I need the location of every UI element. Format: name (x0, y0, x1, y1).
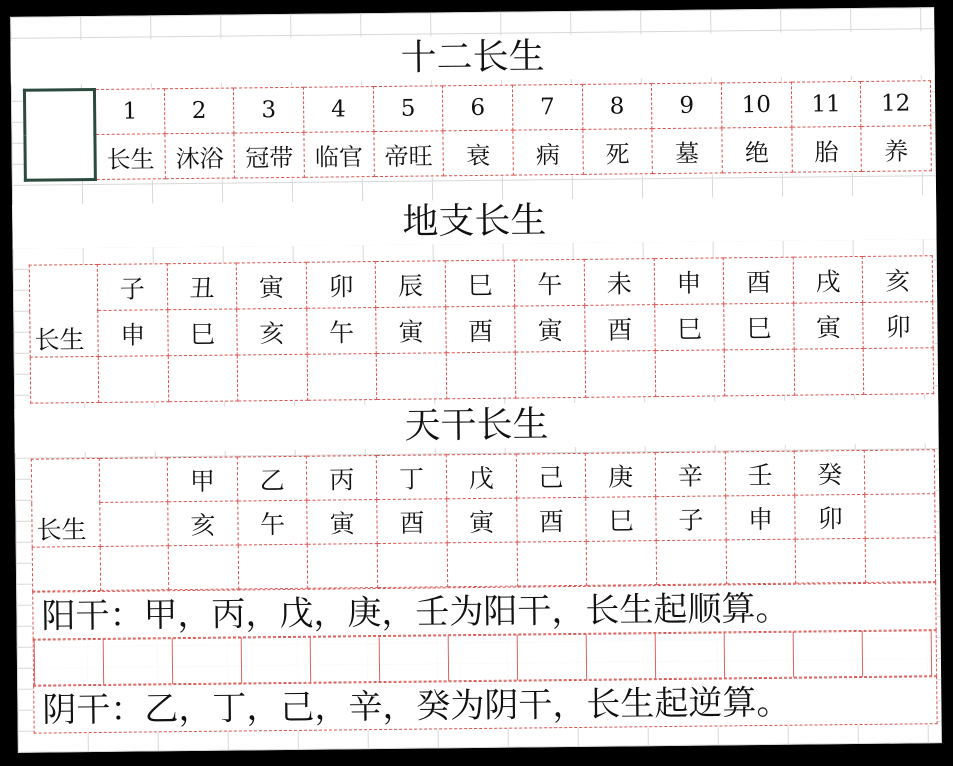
branch-cell[interactable]: 辰 (376, 261, 446, 308)
value-cell[interactable]: 酉 (377, 499, 447, 544)
stage-cell[interactable]: 胎 (791, 126, 861, 172)
number-cell[interactable]: 3 (234, 87, 304, 133)
empty-cell[interactable] (864, 450, 934, 495)
value-cell[interactable]: 午 (306, 308, 376, 355)
number-cell[interactable]: 2 (164, 88, 234, 134)
empty-cell[interactable] (517, 541, 587, 586)
twelve-stages-table (23, 79, 932, 182)
stem-cell[interactable]: 辛 (655, 452, 725, 497)
number-cell[interactable]: 12 (861, 81, 931, 127)
empty-cell[interactable] (100, 502, 168, 547)
number-cell[interactable]: 9 (652, 83, 722, 129)
branch-cell[interactable]: 未 (584, 259, 654, 306)
empty-cell[interactable] (864, 348, 934, 395)
empty-cell[interactable] (238, 544, 308, 589)
stem-cell[interactable]: 丙 (307, 456, 377, 501)
empty-cell[interactable] (724, 349, 794, 396)
empty-cell[interactable] (237, 354, 307, 401)
empty-cell[interactable] (447, 542, 517, 587)
row-label[interactable]: 长生 (29, 264, 98, 357)
stem-cell[interactable]: 乙 (237, 456, 307, 501)
empty-cell[interactable] (168, 545, 238, 590)
stage-cell[interactable]: 死 (582, 129, 652, 175)
empty-cell[interactable] (307, 354, 377, 401)
number-cell[interactable]: 11 (791, 81, 861, 127)
value-cell[interactable]: 巳 (586, 497, 656, 542)
number-cell[interactable]: 7 (512, 84, 582, 130)
branch-cell[interactable]: 寅 (236, 262, 306, 309)
stem-table (31, 449, 936, 591)
empty-cell[interactable] (655, 350, 725, 397)
stem-cell[interactable]: 丁 (376, 455, 446, 500)
empty-cell[interactable] (30, 356, 98, 403)
value-cell[interactable]: 寅 (515, 305, 585, 352)
empty-cell[interactable] (865, 538, 935, 583)
selected-cell[interactable] (24, 89, 95, 180)
value-cell[interactable]: 巳 (167, 309, 237, 356)
value-cell[interactable]: 巳 (654, 304, 724, 351)
empty-cell[interactable] (377, 543, 447, 588)
stage-cell[interactable]: 养 (861, 126, 931, 172)
branch-cell[interactable]: 申 (654, 258, 724, 305)
empty-cell[interactable] (726, 539, 796, 584)
branch-cell[interactable]: 酉 (723, 257, 793, 304)
value-cell[interactable]: 卯 (795, 494, 865, 539)
empty-cell[interactable] (796, 538, 866, 583)
title-stem: 天干长生 (14, 399, 938, 453)
stage-cell[interactable]: 帝旺 (374, 131, 444, 177)
stem-cell[interactable]: 戊 (446, 454, 516, 499)
branch-cell[interactable]: 子 (97, 264, 167, 311)
stem-cell[interactable]: 壬 (725, 451, 795, 496)
number-cell[interactable]: 8 (582, 84, 652, 130)
value-cell[interactable]: 申 (98, 310, 168, 357)
empty-cell[interactable] (794, 348, 864, 395)
number-cell[interactable]: 4 (303, 87, 373, 133)
empty-cell[interactable] (516, 351, 586, 398)
spreadsheet-sheet (10, 7, 942, 753)
number-cell[interactable]: 10 (721, 82, 791, 128)
value-cell[interactable]: 子 (656, 496, 726, 541)
stage-cell[interactable]: 病 (513, 129, 583, 175)
empty-cell[interactable] (99, 458, 167, 503)
stage-cell[interactable]: 墓 (652, 128, 722, 174)
stage-cell[interactable]: 冠带 (234, 132, 304, 178)
value-cell[interactable]: 酉 (516, 497, 586, 542)
value-cell[interactable]: 寅 (793, 302, 863, 349)
value-cell[interactable]: 寅 (376, 307, 446, 354)
value-cell[interactable]: 酉 (585, 305, 655, 352)
empty-cell[interactable] (377, 353, 447, 400)
number-cell[interactable]: 5 (373, 86, 443, 132)
stage-cell[interactable]: 绝 (722, 127, 792, 173)
value-cell[interactable]: 午 (237, 500, 307, 545)
branch-cell[interactable]: 巳 (445, 260, 515, 307)
stage-cell[interactable]: 临官 (304, 132, 374, 178)
branch-cell[interactable]: 戌 (793, 256, 863, 303)
value-cell[interactable]: 亥 (237, 308, 307, 355)
number-cell[interactable]: 1 (94, 89, 164, 135)
title-twelve: 十二长生 (10, 31, 934, 85)
stage-cell[interactable]: 长生 (95, 134, 165, 180)
value-cell[interactable]: 酉 (446, 306, 516, 353)
title-branch: 地支长生 (12, 195, 936, 249)
branch-cell[interactable]: 亥 (863, 256, 933, 303)
empty-cell[interactable] (32, 546, 100, 591)
empty-cell[interactable] (585, 351, 655, 398)
yang-stem-note[interactable]: 阳干：甲，丙，戊，庚，壬为阳干，长生起顺算。 (32, 582, 936, 639)
number-cell[interactable]: 6 (443, 85, 513, 131)
branch-cell[interactable]: 丑 (167, 263, 237, 310)
stage-cell[interactable]: 衰 (443, 130, 513, 176)
empty-cell[interactable] (656, 540, 726, 585)
empty-cell[interactable] (100, 546, 168, 591)
stem-cell[interactable]: 己 (516, 453, 586, 498)
stem-cell[interactable]: 甲 (167, 457, 237, 502)
empty-cell[interactable] (865, 494, 935, 539)
value-cell[interactable]: 卯 (863, 302, 933, 349)
empty-cell[interactable] (446, 352, 516, 399)
branch-cell[interactable]: 卯 (306, 262, 376, 309)
value-cell[interactable]: 申 (725, 495, 795, 540)
stem-cell[interactable]: 癸 (795, 450, 865, 495)
stem-cell[interactable]: 庚 (586, 453, 656, 498)
empty-cell[interactable] (98, 356, 168, 403)
value-cell[interactable]: 寅 (447, 498, 517, 543)
branch-table (29, 255, 934, 403)
branch-cell[interactable]: 午 (515, 259, 585, 306)
value-cell[interactable]: 亥 (168, 501, 238, 546)
empty-cell[interactable] (168, 355, 238, 402)
value-cell[interactable]: 寅 (307, 500, 377, 545)
yin-stem-note[interactable]: 阴干：乙，丁，己，辛，癸为阴干，长生起逆算。 (33, 676, 937, 733)
empty-cell[interactable] (587, 541, 657, 586)
row-label[interactable]: 长生 (31, 458, 100, 547)
empty-cell[interactable] (308, 544, 378, 589)
value-cell[interactable]: 巳 (724, 303, 794, 350)
stage-cell[interactable]: 沐浴 (165, 133, 235, 179)
